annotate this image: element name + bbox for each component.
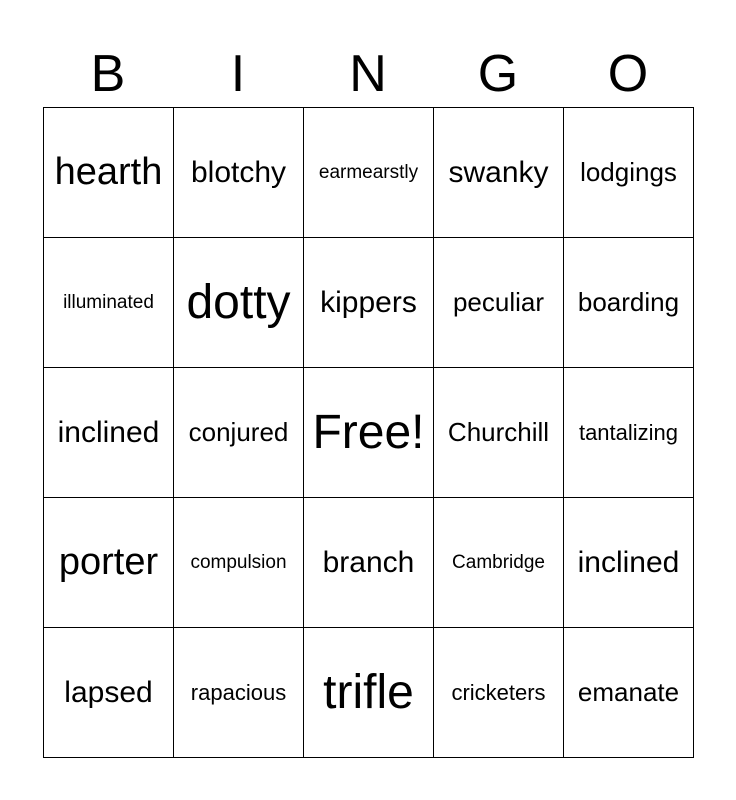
header-letter-b: B: [90, 45, 126, 103]
header-letter-o: O: [607, 45, 649, 103]
bingo-board: [43, 107, 694, 758]
cell-word: inclined: [57, 415, 160, 449]
cell-word: peculiar: [452, 287, 545, 317]
bingo-cell: [564, 498, 694, 628]
bingo-cell: [304, 108, 434, 238]
bingo-cell: [44, 238, 174, 368]
cell-word: Churchill: [447, 417, 550, 447]
bingo-cell: [564, 108, 694, 238]
bingo-cell: [434, 628, 564, 758]
free-space-label: Free!: [312, 406, 425, 459]
cell-word: tantalizing: [578, 419, 679, 445]
cell-word: boarding: [577, 287, 680, 317]
cell-word: kippers: [320, 285, 417, 319]
bingo-cell: [44, 498, 174, 628]
cell-word: cricketers: [451, 679, 546, 705]
bingo-cell: [174, 628, 304, 758]
bingo-cell: [174, 368, 304, 498]
cell-word: compulsion: [190, 551, 287, 573]
cell-word: conjured: [188, 417, 289, 447]
cell-word: swanky: [448, 155, 549, 189]
bingo-cell: [434, 498, 564, 628]
bingo-cell: [44, 628, 174, 758]
header-letter-i: I: [230, 45, 246, 103]
cell-word: Cambridge: [452, 551, 545, 573]
cell-word: porter: [58, 541, 159, 583]
header-letter-n: N: [349, 45, 387, 103]
bingo-cell: [564, 238, 694, 368]
bingo-cell: [304, 238, 434, 368]
cell-word: blotchy: [190, 155, 287, 189]
bingo-cell: [564, 628, 694, 758]
bingo-cell: [434, 108, 564, 238]
bingo-cell: [434, 238, 564, 368]
cell-word: hearth: [54, 151, 163, 193]
header-letter-g: G: [477, 45, 519, 103]
bingo-cell: [174, 498, 304, 628]
cell-word: inclined: [577, 545, 680, 579]
bingo-header: [43, 40, 693, 108]
cell-word: lodgings: [580, 157, 677, 187]
cell-word: trifle: [323, 666, 414, 719]
bingo-cell: [174, 108, 304, 238]
bingo-cell: [304, 628, 434, 758]
cell-word: branch: [322, 545, 415, 579]
cell-word: lapsed: [64, 675, 153, 709]
cell-word: emanate: [577, 677, 680, 707]
cell-word: earmearstly: [318, 161, 419, 183]
bingo-cell: [564, 368, 694, 498]
cell-word: rapacious: [190, 679, 287, 705]
bingo-cell: [44, 108, 174, 238]
cell-word: illuminated: [63, 291, 154, 313]
cell-word: dotty: [186, 276, 291, 329]
bingo-cell: [44, 368, 174, 498]
bingo-cell: [174, 238, 304, 368]
bingo-cell: [434, 368, 564, 498]
bingo-cell-free: [304, 368, 434, 498]
bingo-cell: [304, 498, 434, 628]
